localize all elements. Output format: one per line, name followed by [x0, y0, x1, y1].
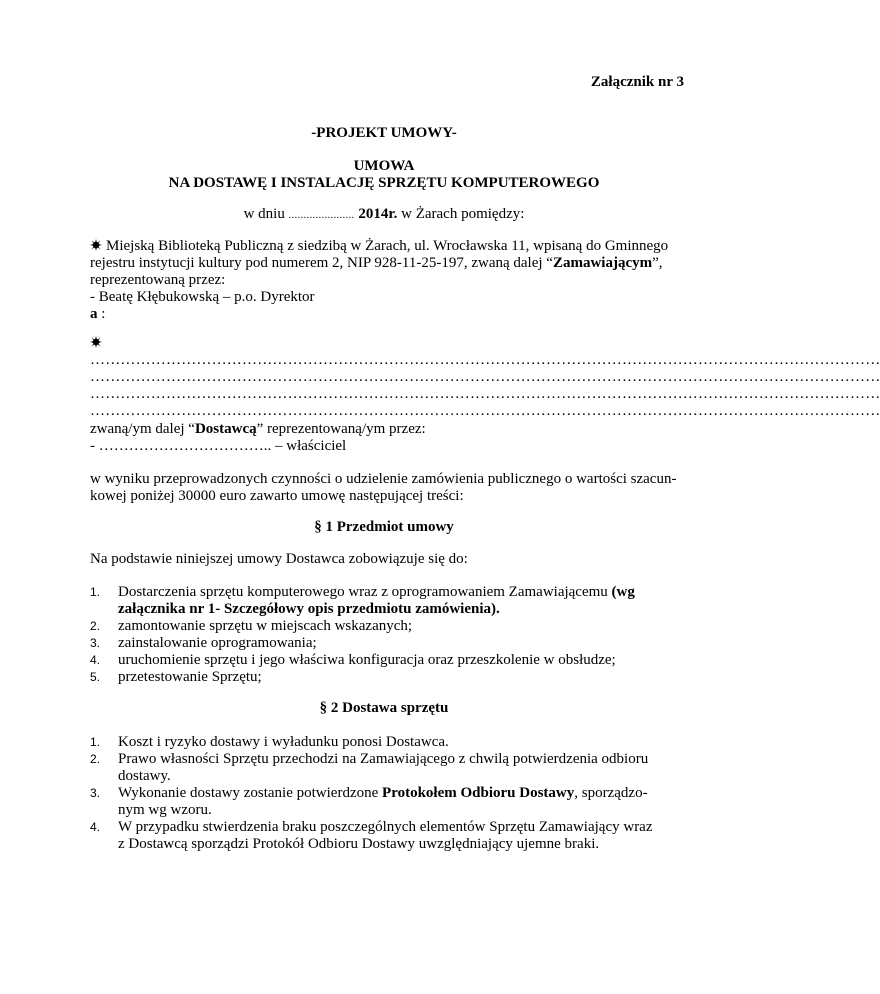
party2-dotted-line-1: …………………………………………………………………………………………………………………………………………	[90, 352, 880, 368]
party2-dotted-line-3: …………………………………………………………………………………………………………………………………………	[90, 386, 880, 402]
party1-role: Zamawiającym	[552, 255, 653, 271]
item-text-end: , sporządzo-	[574, 785, 648, 801]
list-number: 5.	[90, 670, 101, 684]
section1-lead: Na podstawie niniejszej umowy Dostawca zobowiązuje się do:	[90, 551, 468, 567]
list-item	[118, 785, 648, 802]
contract-subject: NA DOSTAWĘ I INSTALACJĘ SPRZĘTU KOMPUTEROWEGO	[168, 175, 600, 191]
item-text: Wykonanie dostawy zostanie potwierdzone	[118, 785, 383, 801]
list-item	[118, 584, 635, 601]
list-item-continuation: dostawy.	[118, 768, 171, 784]
party1-text-1: Miejską Biblioteką Publiczną z siedzibą w Żarach, ul. Wrocławska 11, wpisaną do Gminnego	[106, 238, 669, 254]
party1-text-2a: rejestru instytucji kultury pod numerem 2, NIP 928-11-25-197, zwaną dalej “	[90, 255, 553, 271]
list-number: 1.	[90, 735, 101, 749]
party2-dotted-line-2: …………………………………………………………………………………………………………………………………………	[90, 369, 880, 385]
party2-dotted-line-4: …………………………………………………………………………………………………………………………………………	[90, 403, 880, 419]
list-item: zainstalowanie oprogramowania;	[118, 635, 317, 651]
date-prefix: w dniu	[243, 206, 285, 222]
list-item: przetestowanie Sprzętu;	[118, 669, 262, 685]
list-item: W przypadku stwierdzenia braku poszczególnych elementów Sprzętu Zamawiający wraz	[118, 819, 653, 835]
list-item: Prawo własności Sprzętu przechodzi na Zamawiającego z chwilą potwierdzenia odbioru	[118, 751, 649, 767]
contract-title: UMOWA	[353, 158, 415, 174]
party2-representative: - …………………………….. – właściciel	[90, 438, 347, 454]
conjunction-a: a	[90, 306, 98, 322]
section1-heading: § 1 Przedmiot umowy	[314, 519, 454, 535]
list-item-continuation: z Dostawcą sporządzi Protokół Odbioru Dostawy uwzględniający ujemne braki.	[118, 836, 600, 852]
party2-role-line	[90, 421, 426, 438]
party1-line4: - Beatę Kłębukowską – p.o. Dyrektor	[90, 289, 315, 305]
item-bold: Protokołem Odbioru Dostawy	[382, 785, 575, 801]
date-placeholder: ......................	[288, 210, 355, 221]
list-number: 3.	[90, 636, 101, 650]
list-number: 1.	[90, 585, 101, 599]
date-line	[0, 206, 768, 224]
asterisk-bullet-icon	[90, 239, 102, 251]
list-item: Koszt i ryzyko dostawy i wyładunku ponosi Dostawca.	[118, 734, 449, 750]
party2-text-a: zwaną/ym dalej “	[90, 421, 195, 437]
list-item-continuation: załącznika nr 1- Szczegółowy opis przedmiotu zamówienia).	[118, 601, 500, 617]
attachment-label: Załącznik nr 3	[590, 74, 684, 90]
list-number: 2.	[90, 619, 101, 633]
party1-line3: reprezentowaną przez:	[90, 272, 226, 288]
asterisk-bullet-icon	[90, 336, 102, 348]
item-text: Dostarczenia sprzętu komputerowego wraz z oprogramowaniem Zamawiającemu	[118, 584, 612, 600]
conjunction-colon: :	[97, 306, 106, 322]
section2-heading: § 2 Dostawa sprzętu	[319, 700, 449, 716]
party2-text-b: ” reprezentowaną/ym przez:	[256, 421, 426, 437]
list-number: 4.	[90, 820, 101, 834]
date-suffix: w Żarach pomiędzy:	[401, 206, 525, 222]
intro-line1: w wyniku przeprowadzonych czynności o udzielenie zamówienia publicznego o wartości szacun-	[90, 471, 677, 487]
list-item: zamontowanie sprzętu w miejscach wskazanych;	[118, 618, 413, 634]
party1-text-2b: ”,	[652, 255, 663, 271]
item-bold: (wg	[611, 584, 635, 600]
list-number: 2.	[90, 752, 101, 766]
intro-line2: kowej poniżej 30000 euro zawarto umowę następującej treści:	[90, 488, 464, 504]
date-year: 2014r.	[358, 206, 398, 222]
list-item: uruchomienie sprzętu i jego właściwa konfiguracja oraz przeszkolenie w obsłudze;	[118, 652, 616, 668]
party1-line1	[90, 238, 668, 255]
conjunction-line	[90, 306, 105, 323]
list-item-continuation: nym wg wzoru.	[118, 802, 212, 818]
party1-line2	[90, 255, 663, 272]
project-title: -PROJEKT UMOWY-	[311, 125, 457, 141]
list-number: 3.	[90, 786, 101, 800]
list-number: 4.	[90, 653, 101, 667]
party2-role: Dostawcą	[194, 421, 257, 437]
